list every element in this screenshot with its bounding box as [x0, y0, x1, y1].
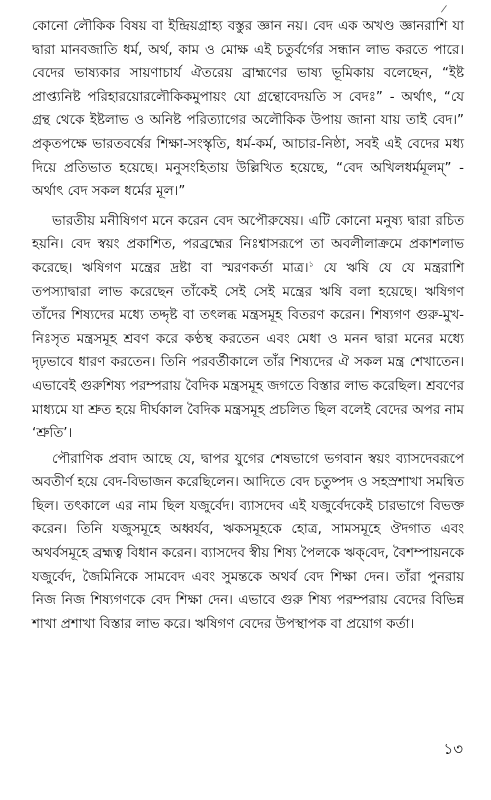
corner-mark: / — [440, 3, 448, 16]
footnote-mark: ১ — [308, 259, 314, 269]
paragraph-2-text-b: যে ঋষি যে যে মন্ত্ররাশি তপস্যাদ্বারা লাভ করেছেন তাঁকেই সেই সেই মন্ত্রের ঋষি বলা হয়েছে। ঋষিগণ তাঁদের শিষ্যদের মধ্যে তদ্দৃষ্ট বা তৎলব্ধ মন্ত্রসমূহ বিতরণ করেন। শিষ্যগণ গুরু-মুখ-নিঃসৃত মন্ত্রসমূহ শ্রবণ করে কণ্ঠস্থ করতেন এবং মেধা ও মনন দ্বারা মনের মধ্যে দৃঢ়ভাবে ধারণ করতেন। তিনি পরবর্তীকালে তাঁর শিষ্যদের ঐ সকল মন্ত্র শেখাতেন। এভাবেই গুরুশিষ্য পরম্পরায় বৈদিক মন্ত্রসমূহ জগতে বিস্তার লাভ করেছিল। শ্রবণের মাধ্যমে যা শ্রুত হয়ে দীর্ঘকাল বৈদিক মন্ত্রসমূহ প্রচলিত ছিল বলেই বেদের অপর নাম ‘শ্রুতি’। — [32, 260, 465, 442]
paragraph-2 — [32, 210, 464, 446]
paragraph-3: পৌরাণিক প্রবাদ আছে যে, দ্বাপর যুগের শেষভাগে ভগবান স্বয়ং ব্যাসদেবরূপে অবতীর্ণ হয়ে বেদ-বিভাজন করেছিলেন। আদিতে বেদ চতুষ্পদ ও সহস্রশাখা সমন্বিত ছিল। তৎকালে এর নাম ছিল যজুর্বেদ। ব্যাসদেব এই যজুর্বেদকেই চারভাগে বিভক্ত করেন। তিনি যজুসমূহে অধ্বর্যব, ঋকসমূহকে হোত্র, সামসমূহে ঔদগাত এবং অথর্বসমূহে ব্রহ্মত্ব বিধান করেন। ব্যাসদেব স্বীয় শিষ্য পৈলকে ঋক্‌বেদ, বৈশম্পায়নকে যজুর্বেদ, জৈমিনিকে সামবেদ এবং সুমন্তকে অথর্ব বেদ শিক্ষা দেন। তাঁরা পুনরায় নিজ নিজ শিষ্যগণকে বেদ শিক্ষা দেন। এভাবে গুরু শিষ্য পরম্পরায় বেদের বিভিন্ন শাখা প্রশাখা বিস্তার লাভ করে। ঋষিগণ বেদের উপস্থাপক বা প্রয়োগ কর্তা। — [32, 451, 464, 632]
page-body — [32, 15, 464, 636]
paragraph-1: কোনো লৌকিক বিষয় বা ইন্দ্রিয়গ্রাহ্য বস্তুর জ্ঞান নয়। বেদ এক অখণ্ড জ্ঞানরাশি যা দ্বারা মানবজাতি ধর্ম, অর্থ, কাম ও মোক্ষ এই চতুর্বর্গের সন্ধান লাভ করতে পারে। বেদের ভাষ্যকার সায়ণাচার্য ঐতরেয় ব্রাহ্মণের ভাষ্য ভূমিকায় বলেছেন, “ইষ্ট প্রাপ্ত্যনিষ্ট পরিহারয়োরলৌকিকমুপায়ং যো গ্রন্থোবেদয়তি স বেদঃ” - অর্থাৎ, “যে গ্রন্থ থেকে ইষ্টলাভ ও অনিষ্ট পরিত্যাগের অলৌকিক উপায় জানা যায় তাই বেদ।” প্রকৃতপক্ষে ভারতবর্ষের শিক্ষা-সংস্কৃতি, ধর্ম-কর্ম, আচার-নিষ্ঠা, সবই এই বেদের মধ্য দিয়ে প্রতিভাত হয়েছে। মনুসংহিতায় উল্লিখিত হয়েছে, “বেদ অখিলধর্মমূলম্” - অর্থাৎ বেদ সকল ধর্মের মূল।” — [32, 19, 464, 200]
page-number: ১৩ — [443, 740, 463, 758]
paragraph-2-text-a: ভারতীয় মনীষিগণ মনে করেন বেদ অপৌরুষেয়। এটি কোনো মনুষ্য দ্বারা রচিত হয়নি। বেদ স্বয়ং প্রকাশিত, পরব্রহ্মের নিঃশ্বাসরূপে তা অবলীলাক্রমে প্রকাশলাভ করেছে। ঋষিগণ মন্ত্রের দ্রষ্টা বা স্মরণকর্তা মাত্র। — [32, 213, 464, 276]
